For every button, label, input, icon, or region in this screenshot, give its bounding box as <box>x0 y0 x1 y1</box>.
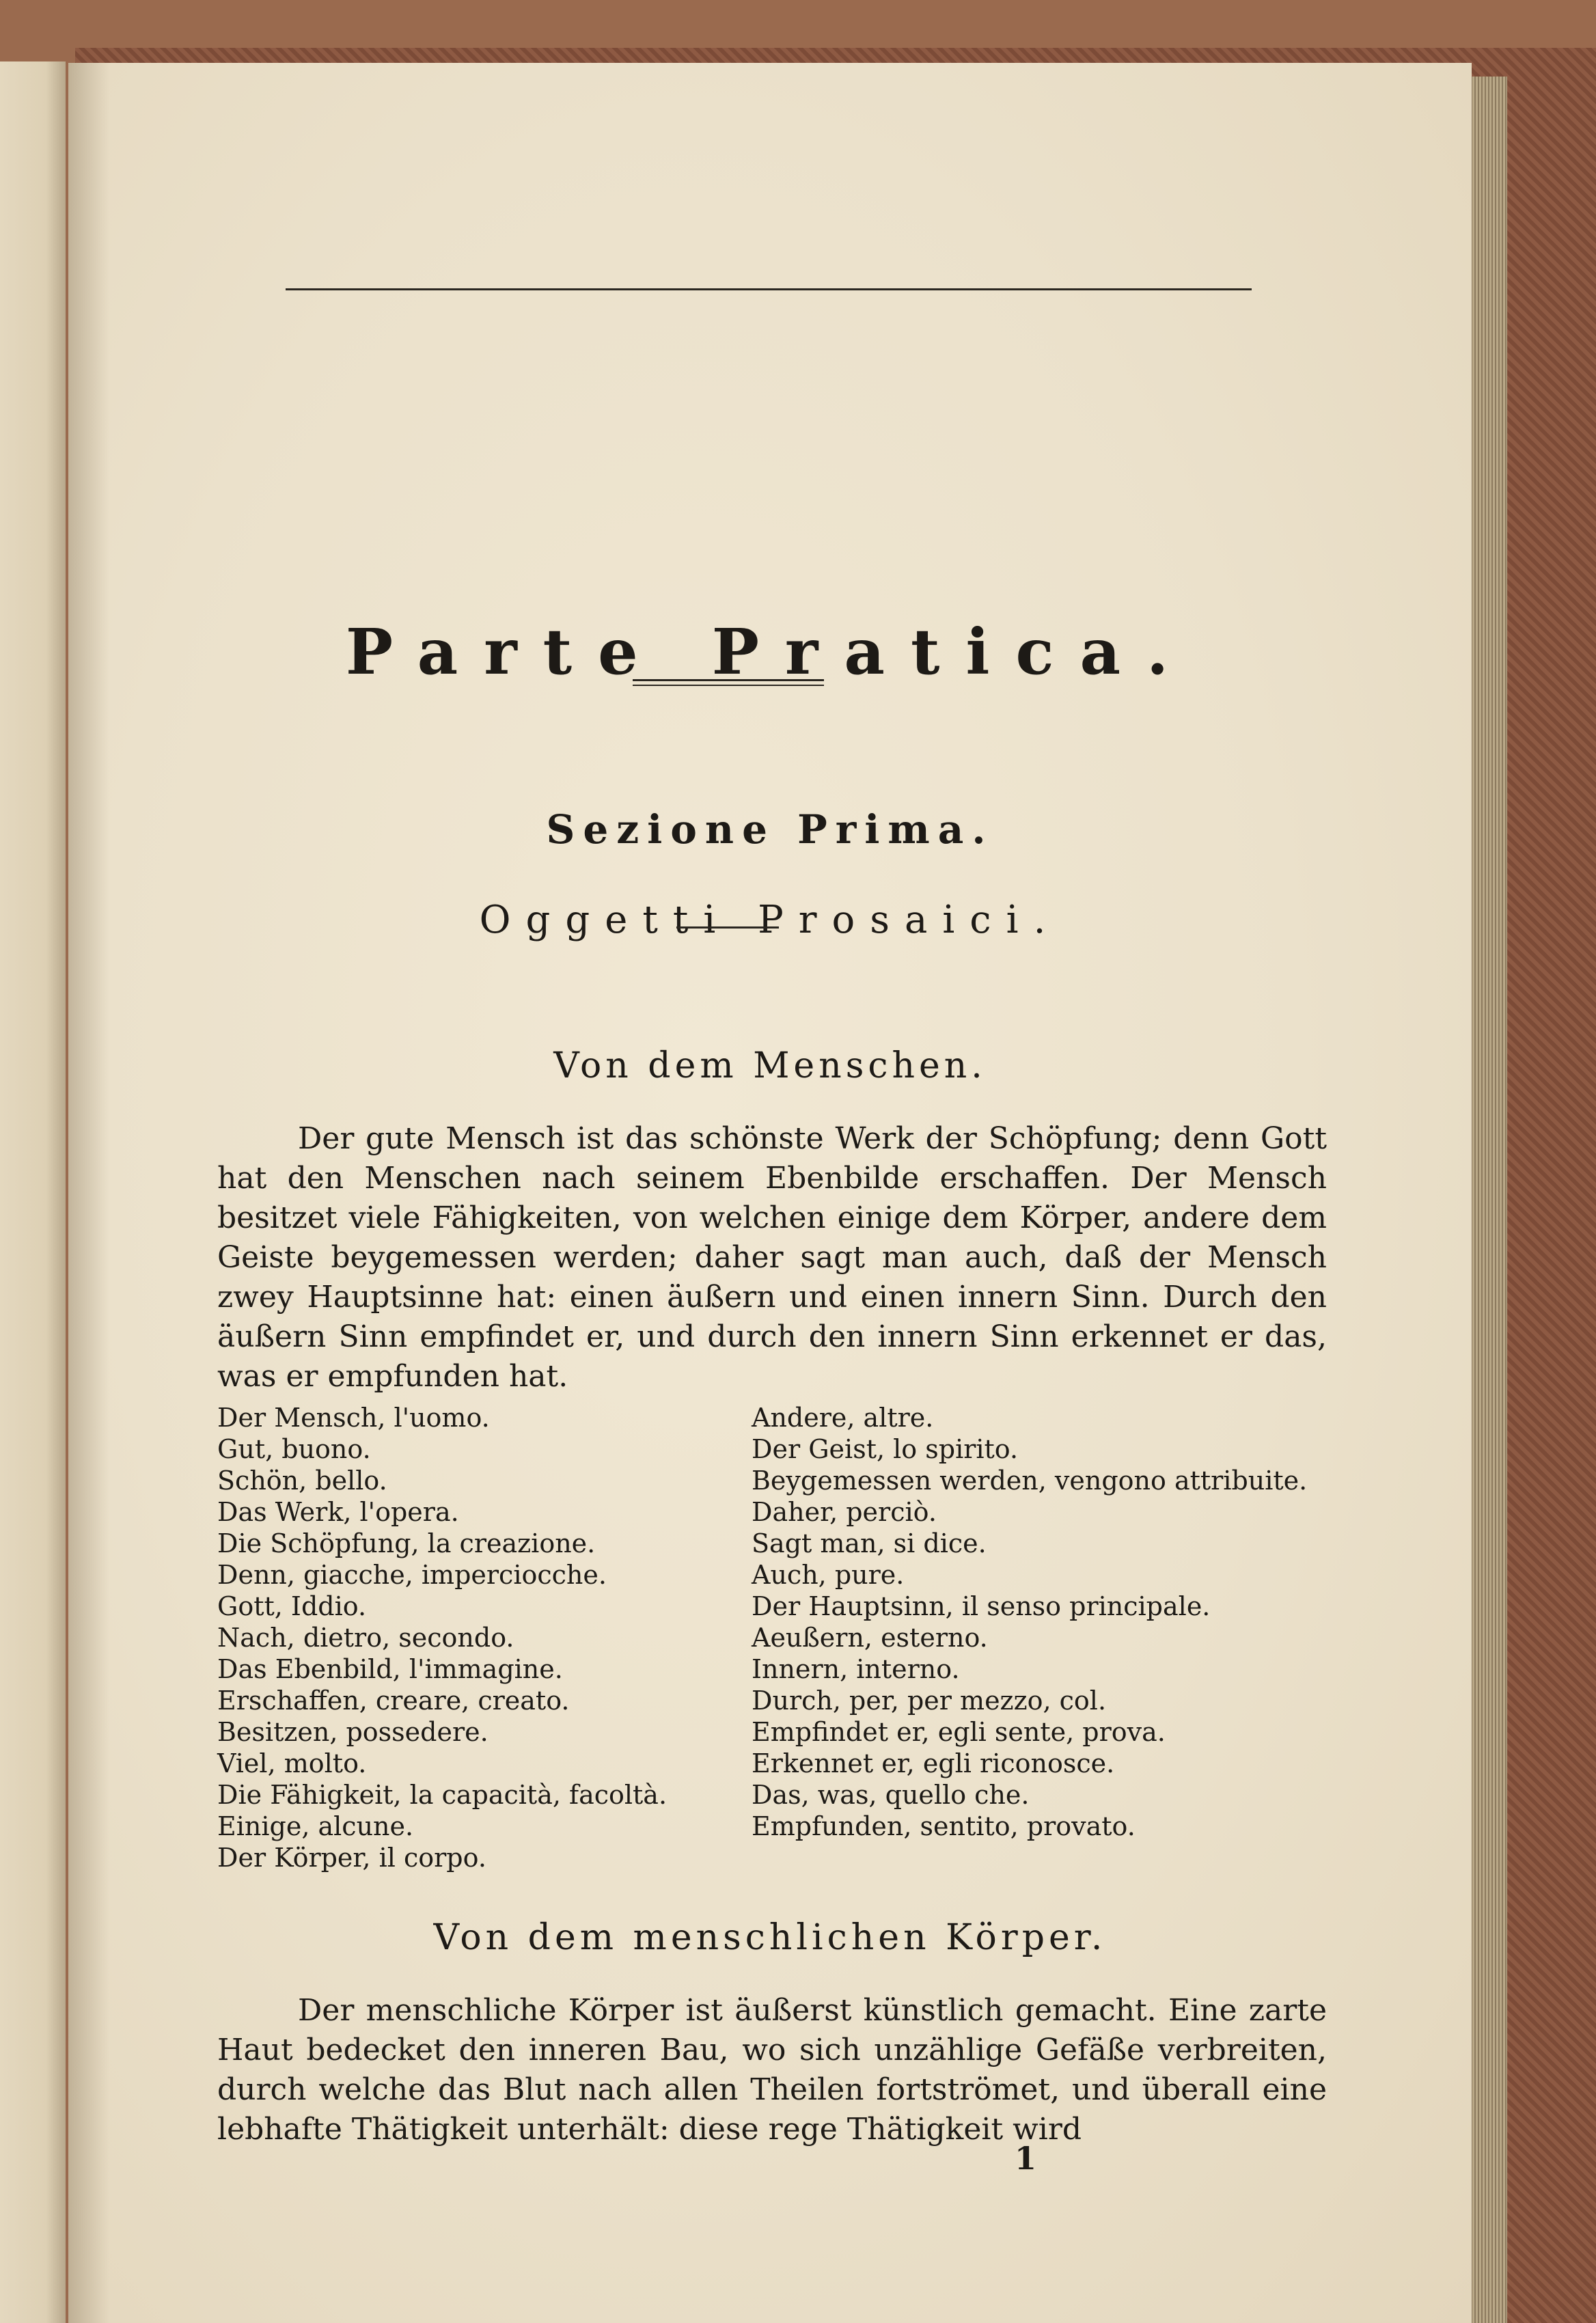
vocab-item: Durch, per, per mezzo, col. <box>752 1686 1107 1716</box>
vocab-item: Das Werk, l'opera. <box>217 1497 459 1527</box>
vocab-item: Der Geist, lo spirito. <box>752 1434 1019 1464</box>
vocab-item: Empfindet er, egli sente, prova. <box>752 1717 1166 1747</box>
vocab-item: Das Ebenbild, l'immagine. <box>217 1654 563 1684</box>
paragraph-menschen: Der gute Mensch ist das schönste Werk der Schöpfung; denn Gott hat den Menschen nach seinem Ebenbilde erschaffen. Der Mensch besitzet viele Fähigkeiten, von welchen einige dem Körper, andere dem Geiste beygemessen werden; daher sagt man auch, daß der Mensch zwey Hauptsinne hat: einen äußern und einen innern Sinn. Durch den äußern Sinn empfindet er, und durch den innern Sinn erkennet er das, was er empfunden hat. <box>217 1121 1327 1394</box>
vocab-item: Empfunden, sentito, provato. <box>752 1811 1136 1841</box>
top-rule <box>286 288 1252 290</box>
vocab-item: Die Fähigkeit, la capacità, facoltà. <box>217 1780 668 1810</box>
gutter-shadow <box>68 63 109 2323</box>
vocab-item: Auch, pure. <box>752 1560 905 1590</box>
main-title: Parte Pratica. <box>345 615 1195 689</box>
vocab-item: Andere, altre. <box>752 1403 934 1433</box>
vocab-item: Innern, interno. <box>752 1654 960 1684</box>
title-rule-lower <box>633 685 824 686</box>
vocab-item: Daher, perciò. <box>752 1497 937 1527</box>
vocabulary-right-column <box>752 1402 1332 1842</box>
vocab-item: Sagt man, si dice. <box>752 1528 987 1558</box>
book-page <box>68 63 1472 2323</box>
vocab-item: Der Körper, il corpo. <box>217 1843 486 1873</box>
vocab-item: Das, was, quello che. <box>752 1780 1030 1810</box>
subsection-rule <box>676 926 779 929</box>
vocab-item: Besitzen, possedere. <box>217 1717 489 1747</box>
vocab-item: Viel, molto. <box>217 1748 367 1778</box>
vocab-item: Gott, Iddio. <box>217 1591 367 1621</box>
title-rule-upper <box>633 679 824 681</box>
heading-von-dem-menschen: Von dem Menschen. <box>553 1045 987 1086</box>
vocab-item: Erschaffen, creare, creato. <box>217 1686 570 1716</box>
facing-page-edge <box>0 61 66 2323</box>
vocab-item: Beygemessen werden, vengono attribuite. <box>752 1466 1308 1496</box>
vocab-item: Nach, dietro, secondo. <box>217 1623 514 1653</box>
vocab-item: Schön, bello. <box>217 1466 387 1496</box>
vocabulary-left-column <box>217 1402 778 1873</box>
page-number: 1 <box>1015 2140 1037 2177</box>
vocab-item: Der Hauptsinn, il senso principale. <box>752 1591 1211 1621</box>
page-edges <box>1469 77 1507 2323</box>
vocab-item: Der Mensch, l'uomo. <box>217 1403 490 1433</box>
vocab-item: Die Schöpfung, la creazione. <box>217 1528 596 1558</box>
vocab-item: Erkennet er, egli riconosce. <box>752 1748 1115 1778</box>
vocab-item: Gut, buono. <box>217 1434 371 1464</box>
vocab-item: Aeußern, esterno. <box>752 1623 988 1653</box>
paragraph-koerper: Der menschliche Körper ist äußerst künstlich gemacht. Eine zarte Haut bedecket den inneren Bau, wo sich unzählige Gefäße verbreiten, durch welche das Blut nach allen Theilen fortströmet, und überall eine lebhafte Thätigkeit unterhält: diese rege Thätigkeit wird <box>217 1993 1327 2147</box>
heading-von-dem-menschlichen-koerper: Von dem menschlichen Körper. <box>433 1917 1107 1958</box>
vocab-item: Einige, alcune. <box>217 1811 414 1841</box>
section-title: Sezione Prima. <box>546 806 994 853</box>
subsection-title: Oggetti Prosaici. <box>479 898 1061 942</box>
vocab-item: Denn, giacche, imperciocche. <box>217 1560 607 1590</box>
